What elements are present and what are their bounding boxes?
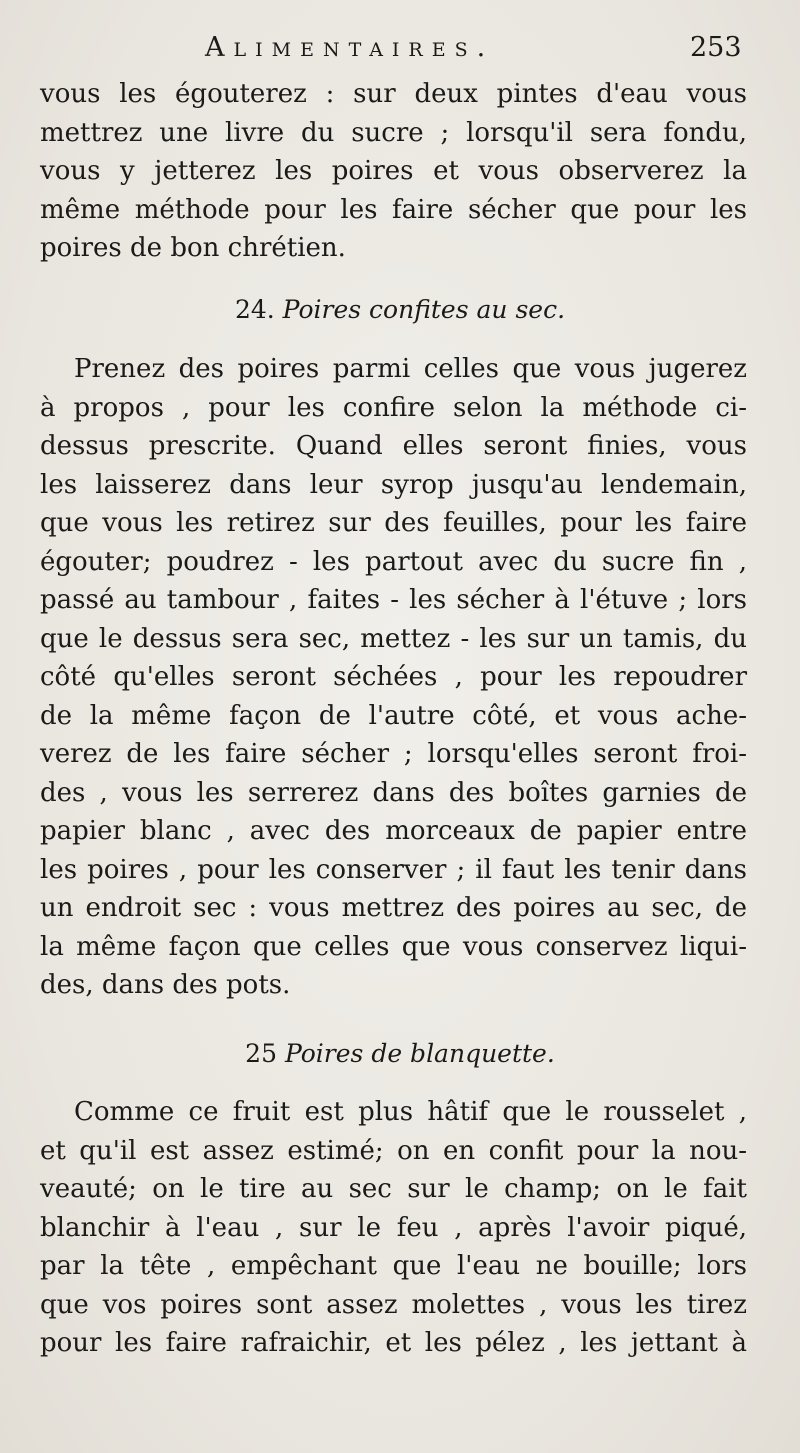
section-25-paragraph [40, 1093, 747, 1363]
text-line: des , vous les serrerez dans des boîtes garnies de [40, 777, 747, 808]
text-line: par la tête , empêchant que l'eau ne bouille; lors [40, 1251, 747, 1281]
text-line: pour les faire rafraichir, et les pélez , les jettant à [40, 1328, 747, 1358]
text-line: papier blanc , avec des morceaux de papier entre [40, 816, 747, 846]
text-line: que le dessus sera sec, mettez - les sur un tamis, du [40, 623, 747, 654]
running-head [0, 28, 800, 68]
text-line: égouter; poudrez - les partout avec du sucre fin , [40, 546, 747, 577]
text-line: que vous les retirez sur des feuilles, pour les faire [40, 508, 747, 538]
text-line: veauté; on le tire au sec sur le champ; on le fait [40, 1174, 747, 1204]
text-line: dessus prescrite. Quand elles seront finies, vous [40, 431, 747, 461]
text-line: de la même façon de l'autre côté, et vous ache- [40, 700, 747, 731]
section-24-paragraph [40, 350, 747, 1005]
text-line: poires de bon chrétien. [40, 233, 346, 263]
text-line: les laisserez dans leur syrop jusqu'au lendemain, [40, 469, 747, 500]
section-number: 25 [245, 1039, 277, 1068]
text-line: à propos , pour les confire selon la méthode ci- [40, 392, 747, 423]
text-line: vous y jetterez les poires et vous observerez la [40, 156, 747, 186]
page-number: 253 [690, 32, 742, 63]
paragraph-1 [40, 75, 747, 268]
section-title: Poires confites au sec. [282, 295, 566, 324]
text-line: un endroit sec : vous mettrez des poires au sec, de [40, 893, 747, 923]
text-line: que vos poires sont assez molettes , vous les tirez [40, 1289, 747, 1320]
text-line: et qu'il est assez estimé; on en confit pour la nou- [40, 1135, 747, 1166]
text-line: blanchir à l'eau , sur le feu , après l'avoir piqué, [40, 1212, 747, 1243]
text-line: Comme ce fruit est plus hâtif que le rousselet , [74, 1097, 747, 1127]
section-heading-24 [0, 292, 800, 328]
text-line: la même façon que celles que vous conservez liqui- [40, 931, 747, 962]
text-line: côté qu'elles seront séchées , pour les repoudrer [40, 662, 747, 692]
text-line: verez de les faire sécher ; lorsqu'elles seront froi- [40, 739, 747, 769]
text-line: mettrez une livre du sucre ; lorsqu'il sera fondu, [40, 117, 747, 148]
section-heading-25 [0, 1036, 800, 1072]
section-number: 24. [234, 295, 275, 324]
text-line: vous les égouterez : sur deux pintes d'eau vous [40, 79, 747, 109]
running-title: Alimentaires. [205, 32, 495, 63]
text-line: même méthode pour les faire sécher que pour les [40, 194, 747, 225]
text-line: passé au tambour , faites - les sécher à l'étuve ; lors [40, 585, 747, 615]
text-line: des, dans des pots. [40, 970, 291, 1000]
section-title: Poires de blanquette. [284, 1039, 555, 1068]
text-line: les poires , pour les conserver ; il faut les tenir dans [40, 854, 747, 885]
text-line: Prenez des poires parmi celles que vous jugerez [74, 354, 747, 384]
